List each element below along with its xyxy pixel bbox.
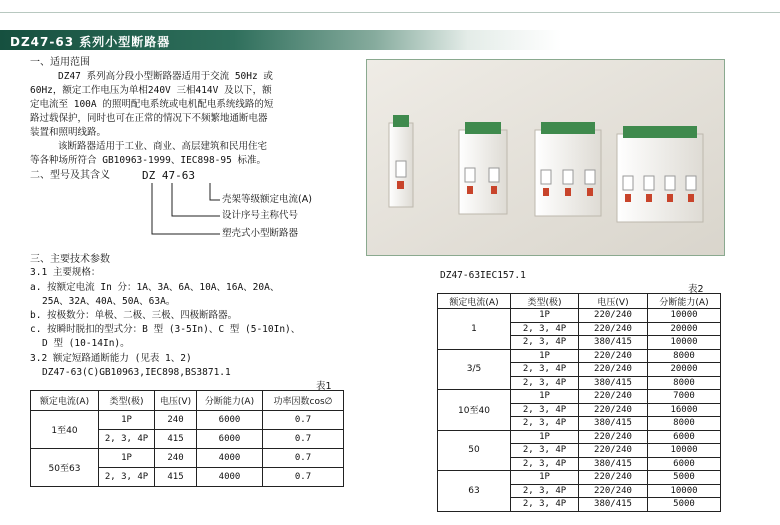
specs-line-4: b. 按极数分：单极、二极、三极、四极断路器。 <box>30 310 238 321</box>
intro-line-6: 该断路器适用于工业、商业、高层建筑和民用住宅 <box>58 141 268 152</box>
specs-line-5: c. 按瞬时脱扣的型式分：B 型 (3-5In)、C 型 (5-10In)、 <box>30 324 301 335</box>
table1-row <box>31 411 344 430</box>
table2-cell: 220/240 <box>579 471 648 485</box>
table2-cell: 220/240 <box>579 349 648 363</box>
intro-line-1: DZ47 系列高分段小型断路器适用于交流 50Hz 或 <box>58 71 273 82</box>
table1-cell: 4000 <box>197 449 263 468</box>
table2-cell: 2, 3, 4P <box>511 363 579 377</box>
table2-cell: 2, 3, 4P <box>511 376 579 390</box>
intro-line-7: 等各种场所符合 GB10963-1999、IEC898-95 标准。 <box>30 155 267 166</box>
breaker-3p <box>535 122 601 216</box>
table2-cell: 1P <box>511 430 579 444</box>
table2-header-cell: 电压(V) <box>579 294 648 309</box>
table2-cell: 1P <box>511 309 579 323</box>
table2-caption: 表2 <box>688 284 704 295</box>
specs-line-8: DZ47-63(C)GB10963,IEC898,BS3871.1 <box>42 367 231 378</box>
table1-header-cell: 电压(V) <box>155 391 197 411</box>
table2-row <box>438 430 721 444</box>
table1-cell: 240 <box>155 449 197 468</box>
table1-cell: 415 <box>155 468 197 487</box>
table2-cell: 2, 3, 4P <box>511 498 579 512</box>
table2-cell: 380/415 <box>579 498 648 512</box>
model-heading: 二、型号及其含义 <box>30 170 110 181</box>
table2-cell: 16000 <box>648 403 721 417</box>
table2-cell: 2, 3, 4P <box>511 444 579 458</box>
table2-current-cell: 50 <box>438 430 511 471</box>
table2-cell: 220/240 <box>579 390 648 404</box>
table2-cell: 10000 <box>648 309 721 323</box>
table2-header-cell: 类型(极) <box>511 294 579 309</box>
table1-caption: 表1 <box>316 381 332 392</box>
table1-header-cell: 类型(极) <box>99 391 155 411</box>
table1-cell: 1P <box>99 411 155 430</box>
intro-line-4: 路过载保护，同时也可在正常的情况下不频繁地通断电器 <box>30 113 268 124</box>
table2-cell: 380/415 <box>579 376 648 390</box>
table2-cell: 5000 <box>648 471 721 485</box>
table2-cell: 2, 3, 4P <box>511 322 579 336</box>
table2-cell: 220/240 <box>579 403 648 417</box>
table2-cell: 1P <box>511 471 579 485</box>
table2-cell: 1P <box>511 390 579 404</box>
breaker-4p <box>617 126 703 222</box>
section-header <box>0 30 780 50</box>
table2 <box>437 293 721 512</box>
table2-header-cell: 额定电流(A) <box>438 294 511 309</box>
table2-current-cell: 10至40 <box>438 390 511 431</box>
table2-cell: 20000 <box>648 363 721 377</box>
intro-line-2: 60Hz，额定工作电压为单相240V 三相414V 及以下，额 <box>30 85 272 96</box>
top-rule <box>0 12 780 13</box>
specs-line-6: D 型 (10-14In)。 <box>42 338 130 349</box>
table1-cell: 4000 <box>197 468 263 487</box>
intro-heading: 一、适用范围 <box>30 57 90 68</box>
table2-cell: 10000 <box>648 484 721 498</box>
table2-title: DZ47-63IEC157.1 <box>440 270 526 281</box>
table2-cell: 2, 3, 4P <box>511 403 579 417</box>
table2-row <box>438 349 721 363</box>
table1-cell: 6000 <box>197 430 263 449</box>
table1-cell: 0.7 <box>263 411 344 430</box>
table2-cell: 6000 <box>648 430 721 444</box>
table2-current-cell: 1 <box>438 309 511 350</box>
breakers-illustration <box>367 60 724 255</box>
model-code: DZ 47-63 <box>142 169 195 182</box>
table2-row <box>438 471 721 485</box>
table2-cell: 2, 3, 4P <box>511 484 579 498</box>
breaker-2p <box>459 122 507 214</box>
table2-cell: 20000 <box>648 322 721 336</box>
specs-line-3: 25A、32A、40A、50A、63A。 <box>42 296 176 307</box>
table1-cell: 2, 3, 4P <box>99 468 155 487</box>
table2-cell: 220/240 <box>579 363 648 377</box>
table2-cell: 380/415 <box>579 417 648 431</box>
table2-cell: 220/240 <box>579 322 648 336</box>
table1-cell: 6000 <box>197 411 263 430</box>
table2-row <box>438 309 721 323</box>
page-title: DZ47-63 系列小型断路器 <box>10 35 171 49</box>
table1-header-cell: 额定电流(A) <box>31 391 99 411</box>
table2-cell: 380/415 <box>579 457 648 471</box>
table2-cell: 10000 <box>648 336 721 350</box>
breaker-1p <box>389 115 413 207</box>
table2-cell: 7000 <box>648 390 721 404</box>
table2-cell: 8000 <box>648 349 721 363</box>
table2-cell: 5000 <box>648 498 721 512</box>
table2-header-cell: 分断能力(A) <box>648 294 721 309</box>
table2-cell: 6000 <box>648 457 721 471</box>
table1 <box>30 390 344 487</box>
product-photo <box>366 59 725 256</box>
specs-heading: 三、主要技术参数 <box>30 254 110 265</box>
table1-cell: 240 <box>155 411 197 430</box>
table2-cell: 2, 3, 4P <box>511 336 579 350</box>
table2-row <box>438 390 721 404</box>
intro-line-3: 定电流至 100A 的照明配电系统或电机配电系统线路的短 <box>30 99 274 110</box>
table2-cell: 10000 <box>648 444 721 458</box>
table1-cell: 0.7 <box>263 468 344 487</box>
table1-cell: 2, 3, 4P <box>99 430 155 449</box>
table1-row <box>31 449 344 468</box>
table1-cell: 1P <box>99 449 155 468</box>
model-bracket-lines <box>140 182 230 240</box>
table1-current-cell: 50至63 <box>31 449 99 487</box>
table2-header-row <box>438 294 721 309</box>
specs-line-2: a. 按额定电流 In 分：1A、3A、6A、10A、16A、20A、 <box>30 282 280 293</box>
table2-cell: 2, 3, 4P <box>511 457 579 471</box>
table1-cell: 0.7 <box>263 449 344 468</box>
table2-cell: 2, 3, 4P <box>511 417 579 431</box>
table2-cell: 220/240 <box>579 484 648 498</box>
table1-cell: 415 <box>155 430 197 449</box>
model-note-design: 设计序号主称代号 <box>222 210 299 221</box>
table1-header-cell: 分断能力(A) <box>197 391 263 411</box>
table2-cell: 8000 <box>648 376 721 390</box>
table2-cell: 220/240 <box>579 444 648 458</box>
table2-cell: 220/240 <box>579 430 648 444</box>
table2-cell: 8000 <box>648 417 721 431</box>
intro-line-5: 装置和照明线路。 <box>30 127 107 138</box>
table2-cell: 380/415 <box>579 336 648 350</box>
table1-current-cell: 1至40 <box>31 411 99 449</box>
table2-current-cell: 3/5 <box>438 349 511 390</box>
table2-cell: 220/240 <box>579 309 648 323</box>
specs-line-7: 3.2 额定短路通断能力 (见表 1、2) <box>30 353 192 364</box>
table2-current-cell: 63 <box>438 471 511 512</box>
model-note-type: 塑壳式小型断路器 <box>222 228 299 239</box>
table1-cell: 0.7 <box>263 430 344 449</box>
model-note-rating: 壳架等级额定电流(A) <box>222 194 312 205</box>
specs-line-1: 3.1 主要规格： <box>30 267 101 278</box>
table1-header-row <box>31 391 344 411</box>
table2-cell: 1P <box>511 349 579 363</box>
table1-header-cell: 功率因数cos∅ <box>263 391 344 411</box>
